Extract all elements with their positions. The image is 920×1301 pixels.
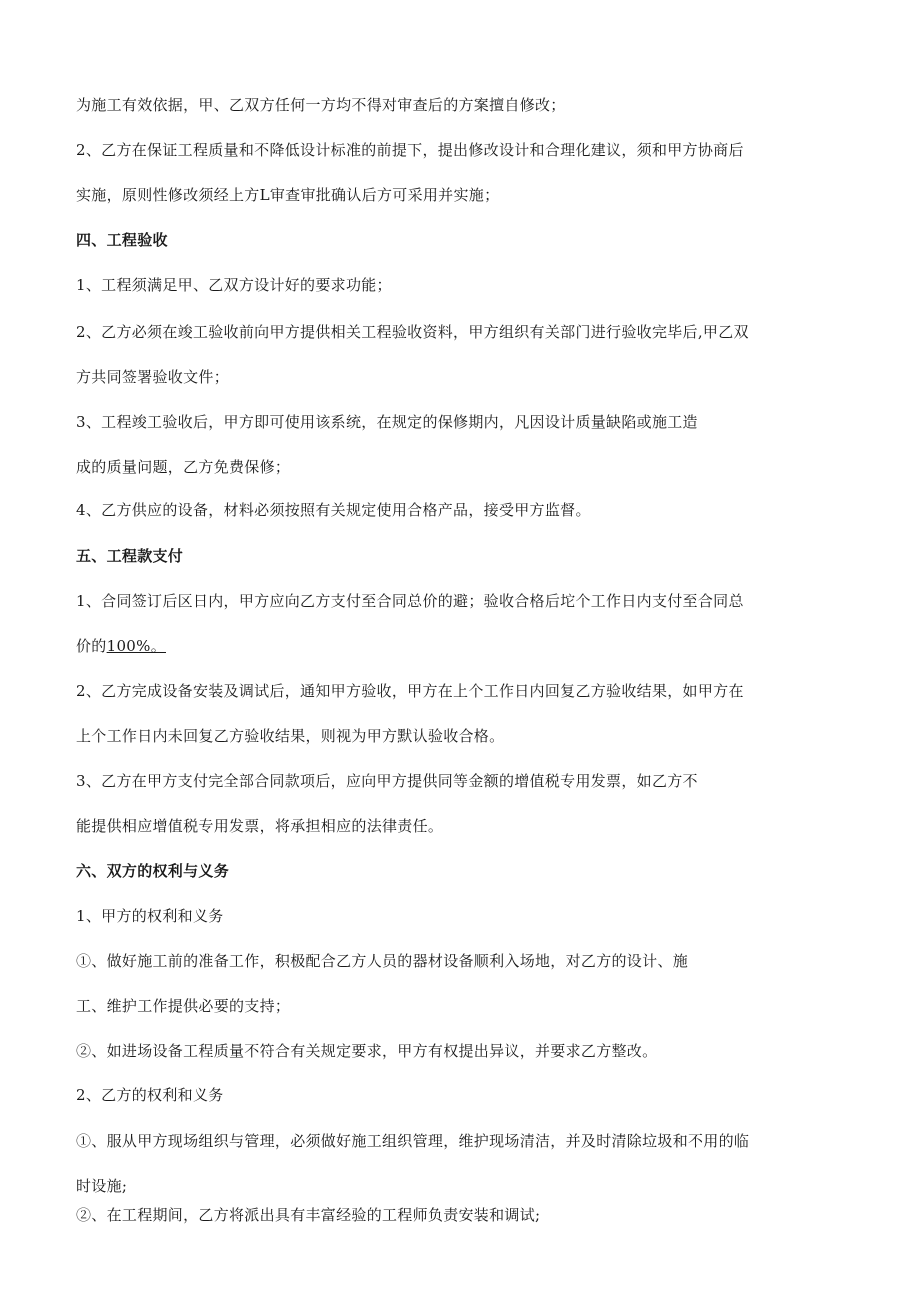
text-line: ②、在工程期间，乙方将派出具有丰富经验的工程师负责安装和调试; [76,1206,541,1224]
text-line: ①、做好施工前的准备工作，积极配合乙方人员的器材设备顺利入场地，对乙方的设计、施 [76,952,689,970]
section-heading: 六、双方的权利与义务 [76,862,230,880]
section-heading: 四、工程验收 [76,231,168,249]
text-line: 1、合同签订后区日内，甲方应向乙方支付至合同总价的避；验收合格后坨个工作日内支付至合同总 [76,592,744,610]
text-line: 2、乙方的权利和义务 [76,1086,224,1104]
text-line: 1、工程须满足甲、乙双方设计好的要求功能； [76,276,392,294]
text-line: 3、乙方在甲方支付完全部合同款项后，应向甲方提供同等金额的增值税专用发票，如乙方不 [76,772,698,790]
section-heading: 五、工程款支付 [76,547,184,565]
text-line: 2、乙方完成设备安装及调试后，通知甲方验收，甲方在上个工作日内回复乙方验收结果，如甲方在 [76,682,744,700]
text-line: 实施，原则性修改须经上方L审查审批确认后方可采用并实施； [76,186,500,204]
text-line: 3、工程竣工验收后，甲方即可使用该系统，在规定的保修期内，凡因设计质量缺陷或施工造 [76,413,698,431]
text-line: 为施工有效依据，甲、乙双方任何一方均不得对审查后的方案擅自修改； [76,96,566,114]
text-line: 方共同签署验收文件； [76,368,230,386]
text-line: 工、维护工作提供必要的支持； [76,997,291,1015]
text-line: ②、如进场设备工程质量不符合有关规定要求，甲方有权提出异议，并要求乙方整改。 [76,1042,658,1060]
text-line: 2、乙方必须在竣工验收前向甲方提供相关工程验收资料，甲方组织有关部门进行验收完毕后,甲乙双 [76,323,749,341]
text-line: 时设施; [76,1177,128,1195]
text-line [76,636,166,656]
text-line: 能提供相应增值税专用发票，将承担相应的法律责任。 [76,817,444,835]
text-line: ①、服从甲方现场组织与管理，必须做好施工组织管理，维护现场清洁，并及时清除垃圾和不用的临 [76,1132,750,1150]
text-line: 2、乙方在保证工程质量和不降低设计标准的前提下，提出修改设计和合理化建议，须和甲方协商后 [76,141,744,159]
text-line: 4、乙方供应的设备，材料必须按照有关规定使用合格产品，接受甲方监督。 [76,501,591,519]
text-fragment: 价的 [76,637,107,655]
text-line: 成的质量问题，乙方免费保修； [76,458,291,476]
underlined-percent: 100%。 [106,637,166,655]
text-line: 上个工作日内未回复乙方验收结果，则视为甲方默认验收合格。 [76,727,505,745]
text-line: 1、甲方的权利和义务 [76,907,224,925]
